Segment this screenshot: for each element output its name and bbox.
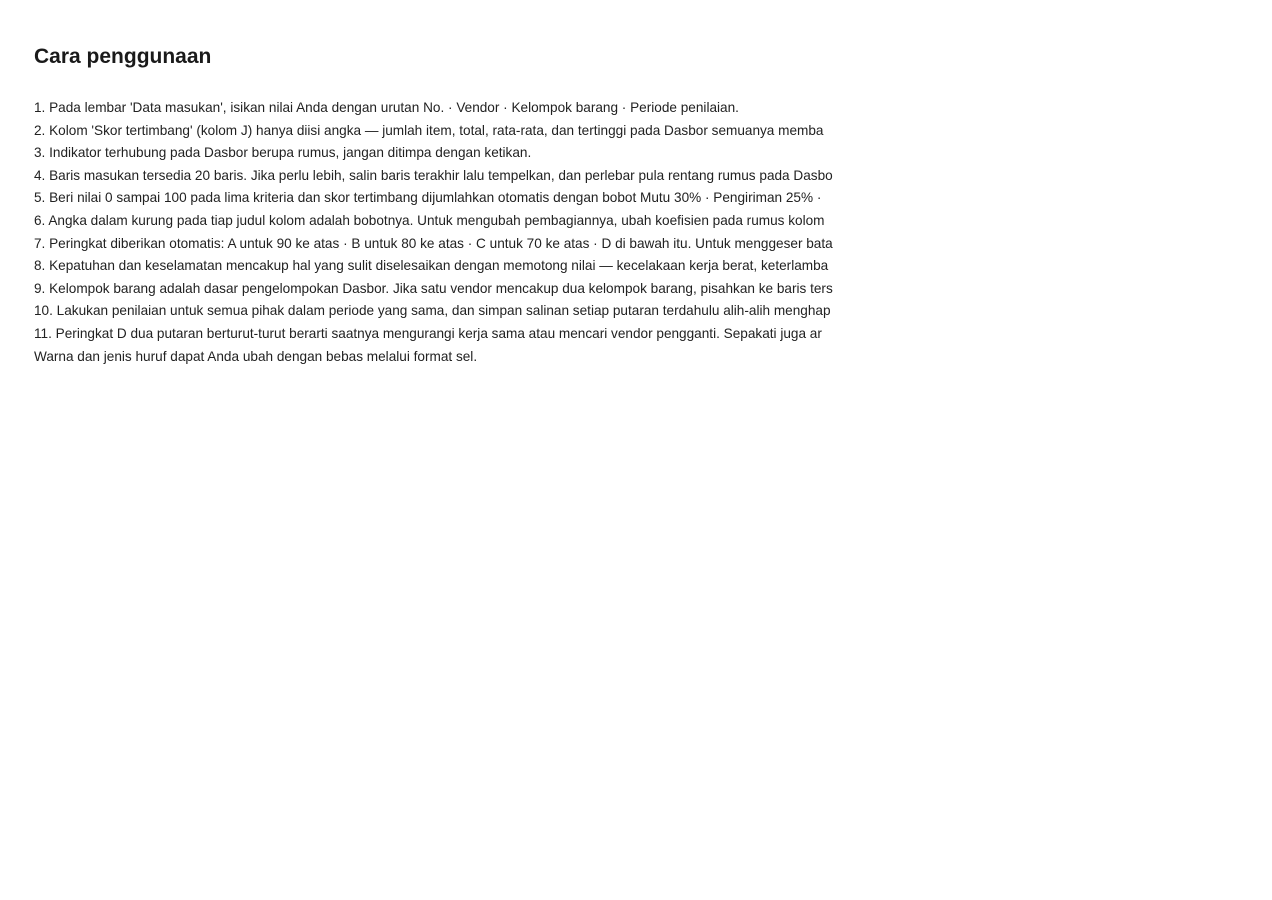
instruction-line-8[interactable]: 8. Kepatuhan dan keselamatan mencakup hal yang sulit diselesaikan dengan memotong nilai — kecelakaan kerja berat, keterlamba	[34, 258, 829, 274]
instruction-line-11[interactable]: 11. Peringkat D dua putaran berturut-turut berarti saatnya mengurangi kerja sama atau mencari vendor pengganti. Sepakati juga ar	[34, 325, 822, 341]
instruction-line-5[interactable]: 5. Beri nilai 0 sampai 100 pada lima kriteria dan skor tertimbang dijumlahkan otomatis dengan bobot Mutu 30% · Pengiriman 25% ·	[34, 190, 822, 206]
instruction-line-6[interactable]: 6. Angka dalam kurung pada tiap judul kolom adalah bobotnya. Untuk mengubah pembagiannya, ubah koefisien pada rumus kolom	[34, 212, 825, 228]
instruction-line-9[interactable]: 9. Kelompok barang adalah dasar pengelompokan Dasbor. Jika satu vendor mencakup dua kelompok barang, pisahkan ke baris ters	[34, 280, 833, 296]
page-title: Cara penggunaan	[34, 45, 212, 68]
instruction-line-4[interactable]: 4. Baris masukan tersedia 20 baris. Jika perlu lebih, salin baris terakhir lalu tempelkan, dan perlebar pula rentang rumus pada Dasbo	[34, 167, 833, 183]
instruction-line-2[interactable]: 2. Kolom 'Skor tertimbang' (kolom J) hanya diisi angka — jumlah item, total, rata-rata, dan tertinggi pada Dasbor semuanya memba	[34, 122, 824, 138]
instruction-line-10[interactable]: 10. Lakukan penilaian untuk semua pihak dalam periode yang sama, dan simpan salinan setiap putaran terdahulu alih-alih menghap	[34, 303, 831, 319]
instruction-line-1[interactable]: 1. Pada lembar 'Data masukan', isikan nilai Anda dengan urutan No. · Vendor · Kelompok barang · Periode penilaian.	[34, 100, 739, 115]
instruction-line-3[interactable]: 3. Indikator terhubung pada Dasbor berupa rumus, jangan ditimpa dengan ketikan.	[34, 145, 532, 161]
instruction-note[interactable]: Warna dan jenis huruf dapat Anda ubah dengan bebas melalui format sel.	[34, 348, 478, 364]
instruction-list	[34, 97, 838, 368]
instruction-line-7[interactable]: 7. Peringkat diberikan otomatis: A untuk 90 ke atas · B untuk 80 ke atas · C untuk 70 ke atas · D di bawah itu. Untuk menggeser bata	[34, 235, 833, 251]
